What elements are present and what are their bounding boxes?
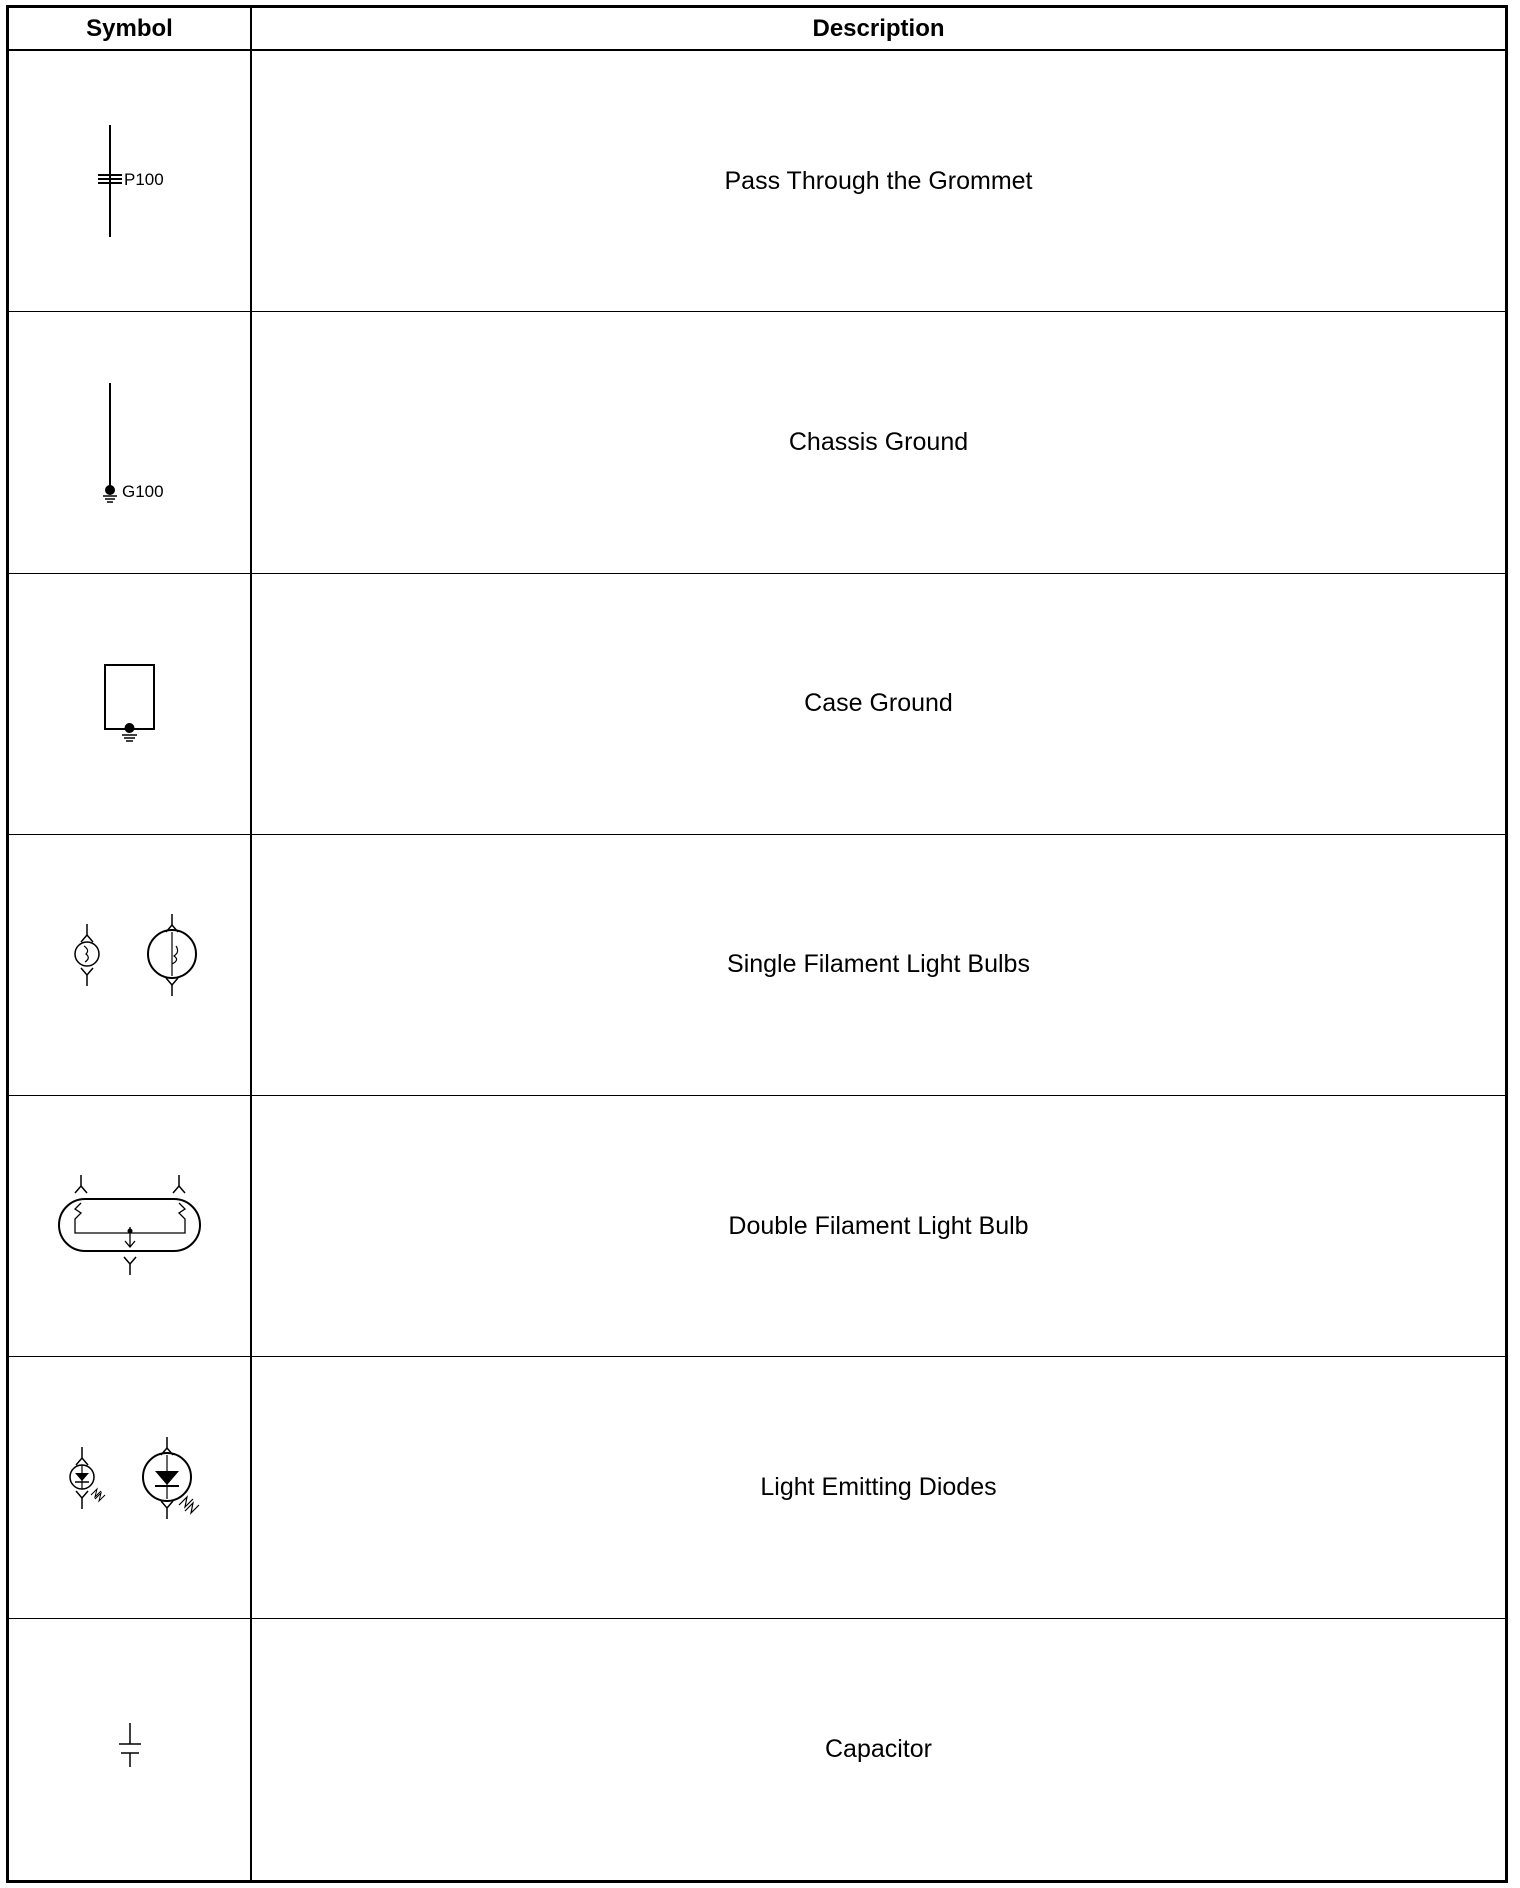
- description-cell: Chassis Ground: [252, 312, 1505, 573]
- symbol-cell: [9, 1357, 252, 1618]
- description-cell: Pass Through the Grommet: [252, 51, 1505, 312]
- symbol-cell: [9, 312, 252, 573]
- led-icon: [55, 1433, 205, 1543]
- symbol-column-header: Symbol: [9, 8, 252, 51]
- description-cell: Single Filament Light Bulbs: [252, 835, 1505, 1096]
- symbol-table: [6, 5, 1508, 1883]
- capacitor-icon: [100, 1719, 160, 1779]
- symbol-cell: [9, 1096, 252, 1357]
- case-ground-icon: [95, 659, 165, 749]
- grommet-pass-through-icon: [70, 121, 190, 241]
- double-filament-bulb-icon: [55, 1171, 205, 1281]
- symbol-cell: [9, 835, 252, 1096]
- chassis-ground-icon: [70, 377, 190, 507]
- symbol-cell: [9, 574, 252, 835]
- description-cell: Double Filament Light Bulb: [252, 1096, 1505, 1357]
- symbol-cell: [9, 1619, 252, 1880]
- grommet-label: P100: [123, 170, 164, 190]
- symbol-cell: [9, 51, 252, 312]
- description-cell: Light Emitting Diodes: [252, 1357, 1505, 1618]
- single-filament-bulb-icon: [60, 910, 200, 1020]
- ground-label: G100: [121, 482, 164, 502]
- description-column-header: Description: [252, 8, 1505, 51]
- description-cell: Capacitor: [825, 1734, 932, 1763]
- description-cell: Case Ground: [252, 574, 1505, 835]
